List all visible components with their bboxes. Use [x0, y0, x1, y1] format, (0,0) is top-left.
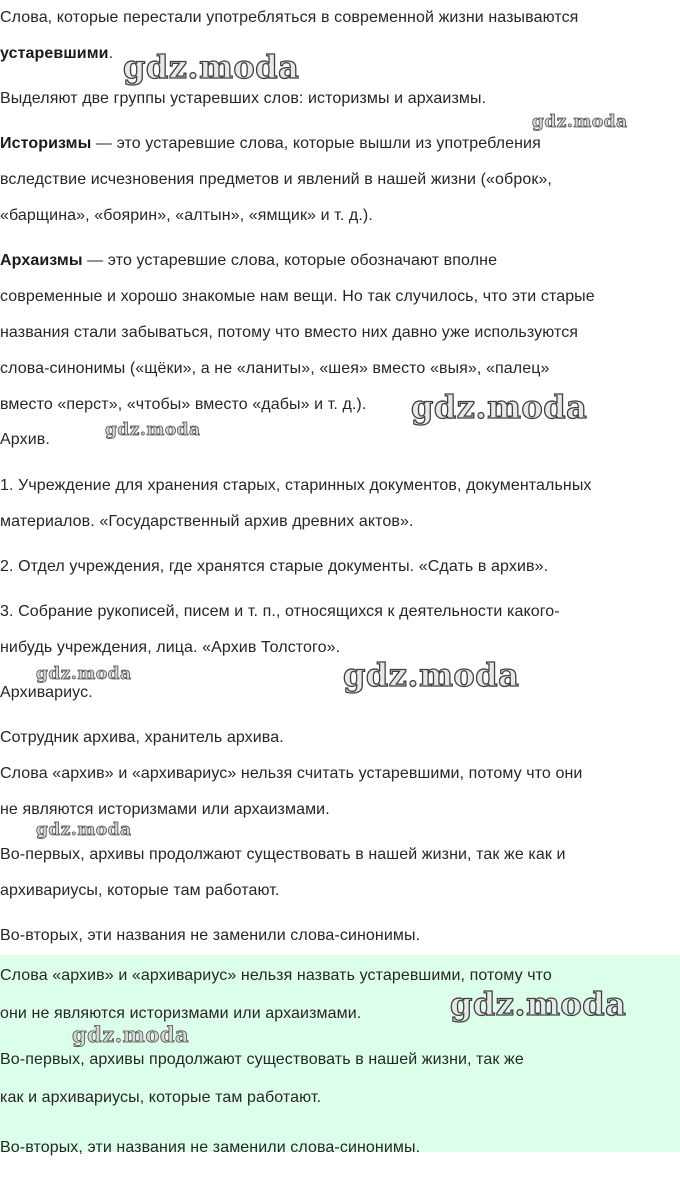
archive-def1-line-1: 1. Учреждение для хранения старых, старинных документов, документальных [0, 477, 592, 494]
archive-definition-1 [0, 468, 592, 540]
conclusion-second-point: Во-вторых, эти названия не заменили слова-синонимы. [0, 927, 421, 944]
intro-line-1: Слова, которые перестали употребляться в современной жизни называются [0, 9, 579, 26]
historisms-line-3: «барщина», «боярин», «алтын», «ямщик» и т. д.). [0, 207, 373, 224]
historisms-line-2: вследствие исчезновения предметов и явлений в нашей жизни («оброк», [0, 171, 552, 188]
answer-line-2: они не являются историзмами или архаизмами. [0, 1005, 362, 1022]
archive-definition-2: 2. Отдел учреждения, где хранятся старые документы. «Сдать в архив». [0, 558, 549, 575]
archive-def3-line-1: 3. Собрание рукописей, писем и т. п., относящихся к деятельности какого- [0, 603, 560, 620]
groups-paragraph: Выделяют две группы устаревших слов: историзмы и архаизмы. [0, 90, 487, 107]
watermark-logo: gdz.moda [72, 1022, 190, 1047]
watermark-logo: gdz.moda [36, 820, 132, 840]
answer-first-line-2: как и архивариусы, которые там работают. [0, 1089, 322, 1106]
archaisms-line-3: названия стали забываться, потому что вместо них давно уже используются [0, 324, 579, 341]
watermark-logo: gdz.moda [36, 664, 132, 684]
archivist-definition: Сотрудник архива, хранитель архива. [0, 729, 284, 746]
archaisms-line-4: слова-синонимы («щёки», а не «ланиты», «шея» вместо «выя», «палец» [0, 360, 550, 377]
answer-second-point: Во-вторых, эти названия не заменили слова-синонимы. [0, 1139, 421, 1156]
archivist-heading: Архивариус. [0, 684, 93, 701]
watermark-logo: gdz.moda [343, 656, 520, 694]
conclusion-paragraph [0, 756, 582, 828]
historisms-term: Историзмы [0, 135, 92, 152]
historisms-line-1: — это устаревшие слова, которые вышли из употребления [91, 135, 541, 152]
conclusion-first-line-1: Во-первых, архивы продолжают существовать в нашей жизни, так же как и [0, 846, 566, 863]
watermark-logo: gdz.moda [123, 48, 300, 86]
conclusion-first-point [0, 837, 566, 909]
archaisms-line-5: вместо «перст», «чтобы» вместо «дабы» и т. д.). [0, 396, 367, 413]
intro-term-tail: . [108, 45, 114, 62]
archaisms-line-1: — это устаревшие слова, которые обозначают вполне [82, 252, 498, 269]
archaisms-line-2: современные и хорошо знакомые нам вещи. Но так случилось, что эти старые [0, 288, 595, 305]
historisms-paragraph [0, 126, 552, 234]
answer-first-point [0, 1041, 524, 1117]
conclusion-line-1: Слова «архив» и «архивариус» нельзя считать устаревшими, потому что они [0, 765, 583, 782]
answer-first-line-1: Во-первых, архивы продолжают существовать в нашей жизни, так же [0, 1051, 524, 1068]
intro-term: устаревшими [0, 45, 109, 62]
archive-heading: Архив. [0, 431, 50, 448]
watermark-logo: gdz.moda [105, 420, 201, 440]
archive-def3-line-2: нибудь учреждения, лица. «Архив Толстого». [0, 639, 341, 656]
conclusion-first-line-2: архивариусы, которые там работают. [0, 882, 280, 899]
archaisms-term: Архаизмы [0, 252, 83, 269]
archive-def1-line-2: материалов. «Государственный архив древних актов». [0, 513, 414, 530]
watermark-logo: gdz.moda [450, 985, 627, 1023]
watermark-logo: gdz.moda [411, 388, 588, 426]
watermark-logo: gdz.moda [532, 112, 628, 132]
conclusion-line-2: не являются историзмами или архаизмами. [0, 801, 330, 818]
answer-line-1: Слова «архив» и «архивариус» нельзя назвать устаревшими, потому что [0, 967, 552, 984]
